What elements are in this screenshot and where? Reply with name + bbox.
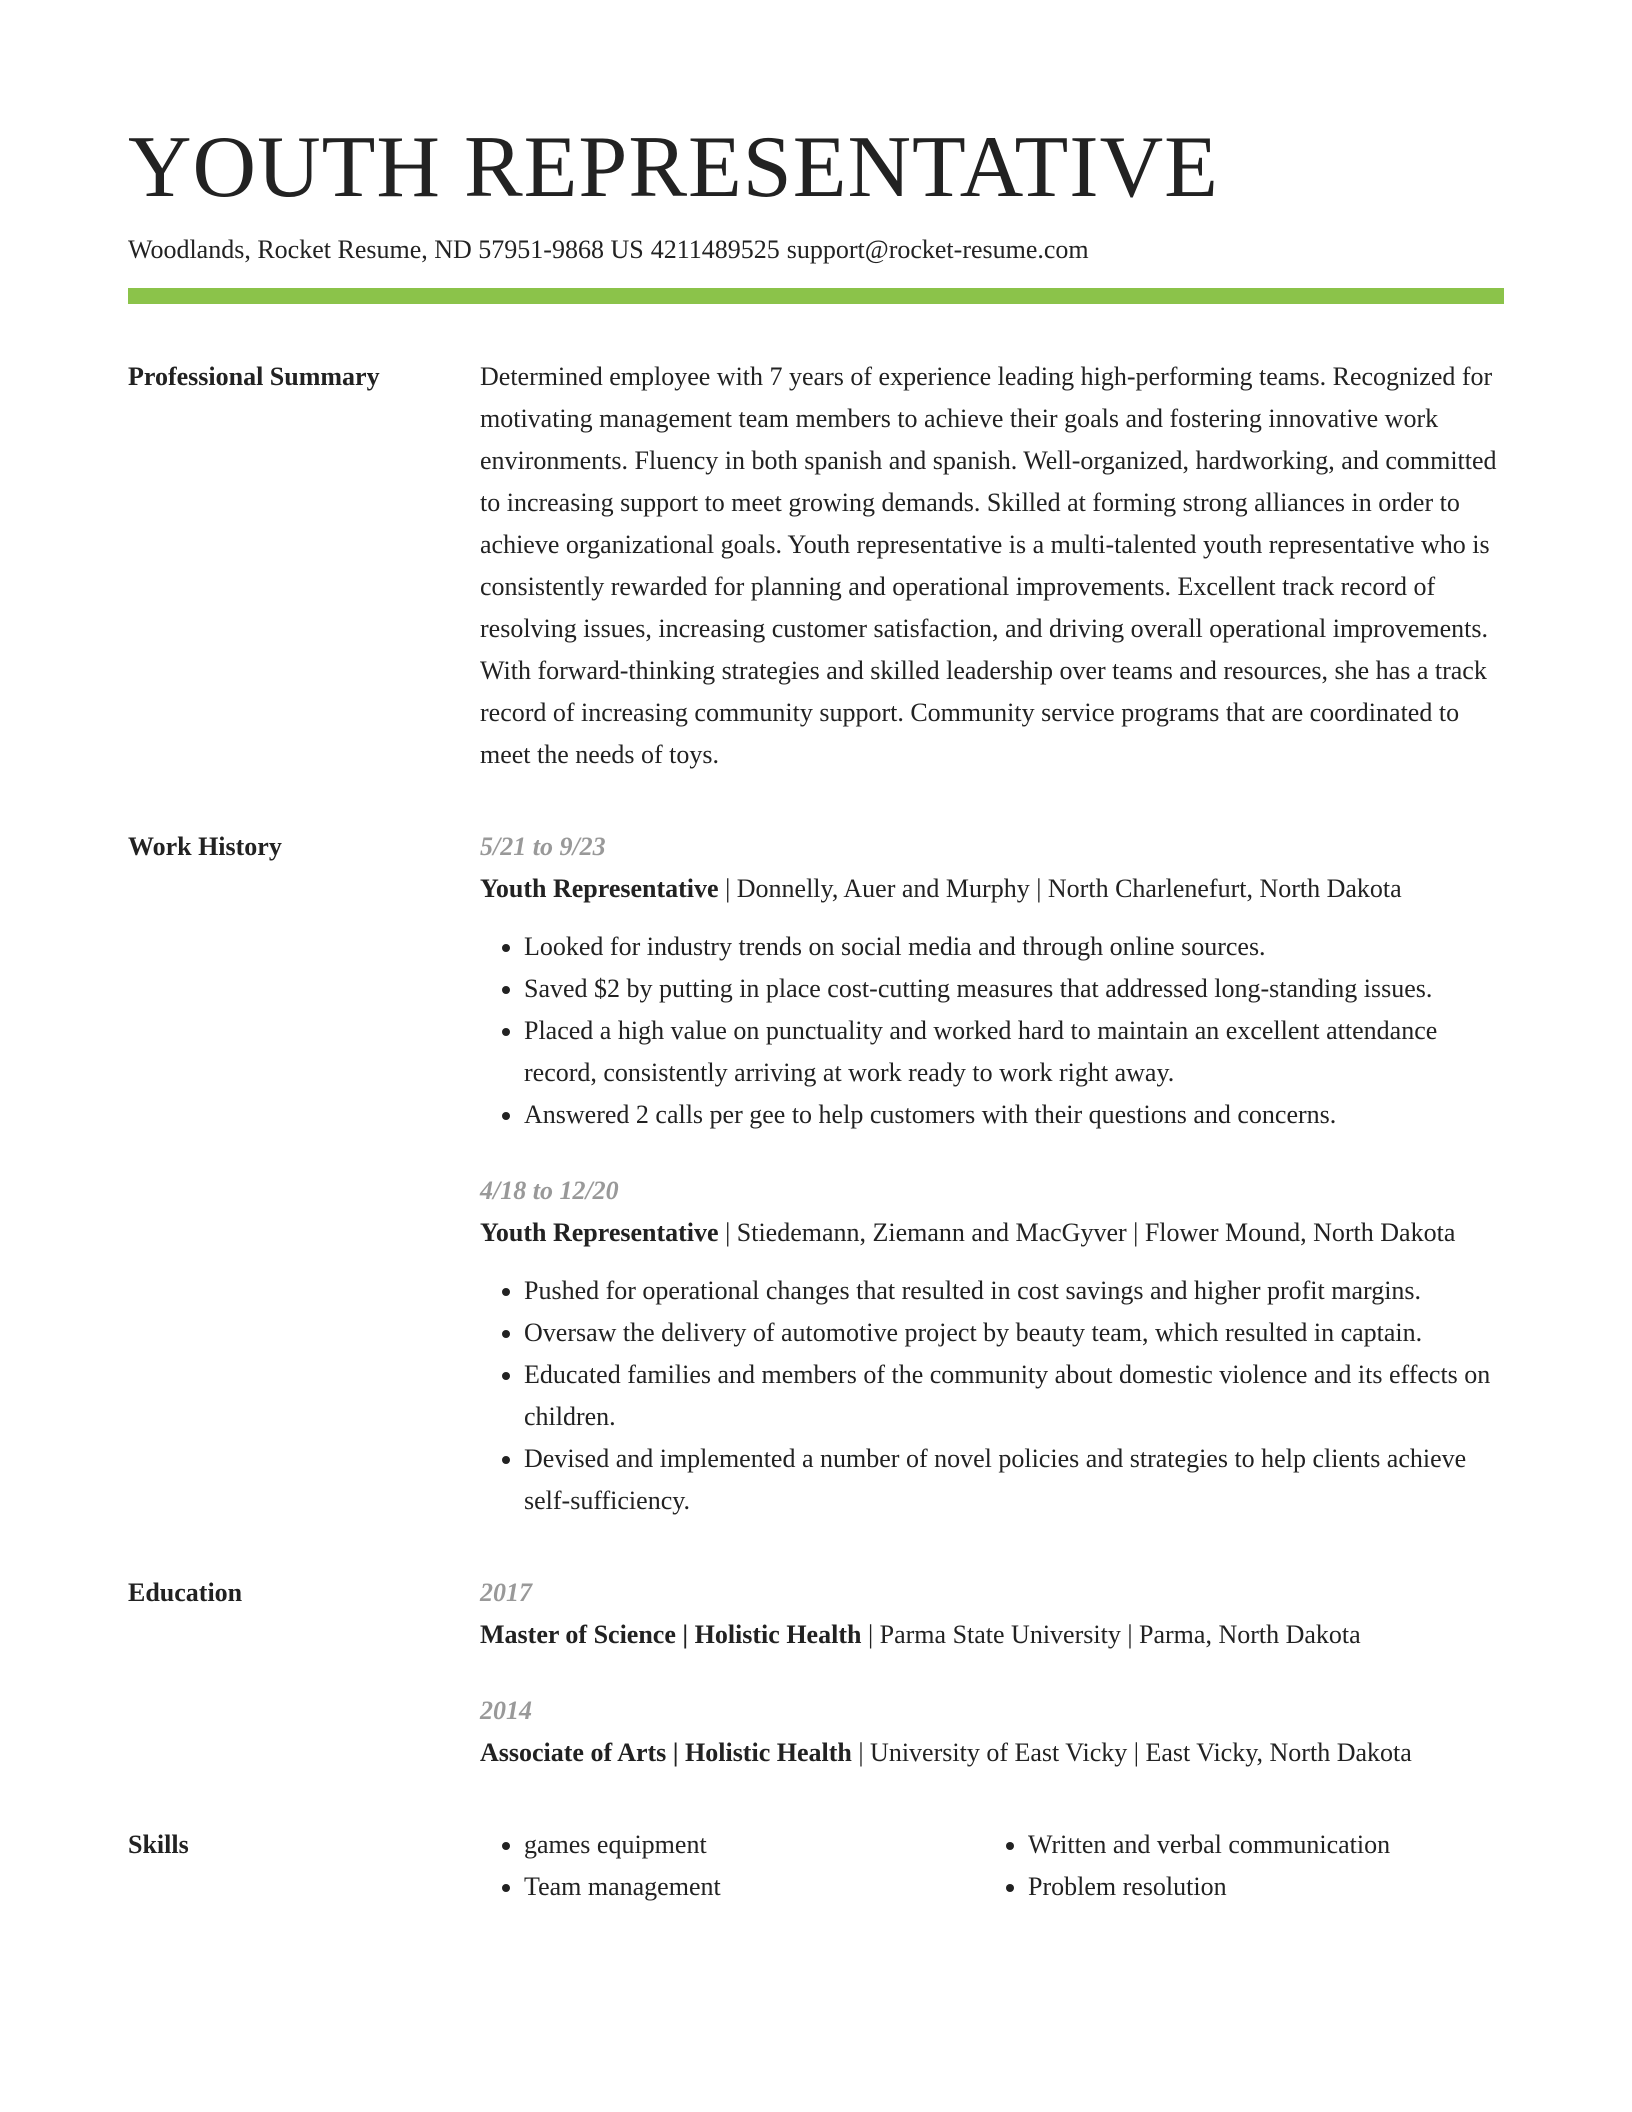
work-bullet: • Educated families and members of the community about domestic violence and its effects on children. — [524, 1354, 1504, 1438]
work-entry-heading — [480, 868, 1504, 910]
work-entry-details: | Donnelly, Auer and Murphy | North Charlenefurt, North Dakota — [718, 874, 1402, 903]
education-body — [480, 1572, 1504, 1774]
skill-item: • Problem resolution — [1028, 1866, 1488, 1908]
skills-section — [128, 1824, 1504, 1908]
work-bullet: • Pushed for operational changes that resulted in cost savings and higher profit margins. — [524, 1270, 1504, 1312]
section-label-skills: Skills — [128, 1830, 189, 1859]
work-entry-heading — [480, 1212, 1504, 1254]
education-heading — [480, 1614, 1504, 1656]
education-heading — [480, 1732, 1504, 1774]
resume-name: YOUTH REPRESENTATIVE — [128, 119, 1219, 216]
summary-text: Determined employee with 7 years of experience leading high-performing teams. Recognized for motivating management team members to achieve their goals and fostering innovative work environments. Fluency in both spanish and spanish. Well-organized, hardworking, and committed to increasing support to meet growing demands. Skilled at forming strong alliances in order to achieve organizational goals. Youth representative is a multi-talented youth representative who is consistently rewarded for planning and operational improvements. Excellent track record of resolving issues, increasing customer satisfaction, and driving overall operational improvements. With forward-thinking strategies and skilled leadership over teams and resources, she has a track record of increasing community support. Community service programs that are coordinated to meet the needs of toys. — [480, 362, 1497, 769]
work-history-section — [128, 826, 1504, 1522]
work-entry-bullets — [480, 926, 1504, 1136]
education-entry — [480, 1690, 1504, 1774]
work-history-body — [480, 826, 1504, 1522]
education-degree: Associate of Arts | Holistic Health — [480, 1738, 852, 1767]
contact-location: Woodlands, Rocket Resume, ND 57951-9868 US — [128, 235, 644, 264]
skill-item: • Team management — [524, 1866, 984, 1908]
section-label-work-history: Work History — [128, 832, 282, 861]
contact-phone: 4211489525 — [650, 235, 780, 264]
education-details: | University of East Vicky | East Vicky, North Dakota — [851, 1738, 1412, 1767]
education-details: | Parma State University | Parma, North Dakota — [861, 1620, 1361, 1649]
skills-list-right — [984, 1824, 1488, 1908]
work-bullet: • Saved $2 by putting in place cost-cutting measures that addressed long-standing issues. — [524, 968, 1504, 1010]
skill-item: • games equipment — [524, 1824, 984, 1866]
summary-section — [128, 356, 1504, 776]
work-bullet: • Devised and implemented a number of novel policies and strategies to help clients achieve self-sufficiency. — [524, 1438, 1504, 1522]
skills-body — [480, 1824, 1504, 1908]
education-section — [128, 1572, 1504, 1774]
section-label-education: Education — [128, 1578, 243, 1607]
education-entry — [480, 1572, 1504, 1656]
work-entry-title: Youth Representative — [480, 874, 719, 903]
work-entry-title: Youth Representative — [480, 1218, 719, 1247]
work-entry-bullets — [480, 1270, 1504, 1522]
header-divider — [128, 288, 1504, 304]
work-entry — [480, 1170, 1504, 1522]
skill-item: • Written and verbal communication — [1028, 1824, 1488, 1866]
resume-page — [128, 118, 1504, 1908]
work-bullet: • Looked for industry trends on social media and through online sources. — [524, 926, 1504, 968]
education-year: 2014 — [480, 1696, 532, 1725]
work-bullet: • Oversaw the delivery of automotive project by beauty team, which resulted in captain. — [524, 1312, 1504, 1354]
summary-body — [480, 356, 1504, 776]
skills-list-left — [480, 1824, 984, 1908]
work-entry — [480, 826, 1504, 1136]
education-degree: Master of Science | Holistic Health — [480, 1620, 862, 1649]
work-bullet: • Answered 2 calls per gee to help customers with their questions and concerns. — [524, 1094, 1504, 1136]
education-year: 2017 — [480, 1578, 532, 1607]
section-label-summary: Professional Summary — [128, 362, 380, 391]
work-bullet: • Placed a high value on punctuality and worked hard to maintain an excellent attendance record, consistently arriving at work ready to work right away. — [524, 1010, 1504, 1094]
work-entry-details: | Stiedemann, Ziemann and MacGyver | Flower Mound, North Dakota — [718, 1218, 1456, 1247]
contact-email: support@rocket-resume.com — [786, 235, 1089, 264]
contact-line — [128, 232, 1504, 268]
work-entry-dates: 4/18 to 12/20 — [480, 1176, 619, 1205]
work-entry-dates: 5/21 to 9/23 — [480, 832, 606, 861]
